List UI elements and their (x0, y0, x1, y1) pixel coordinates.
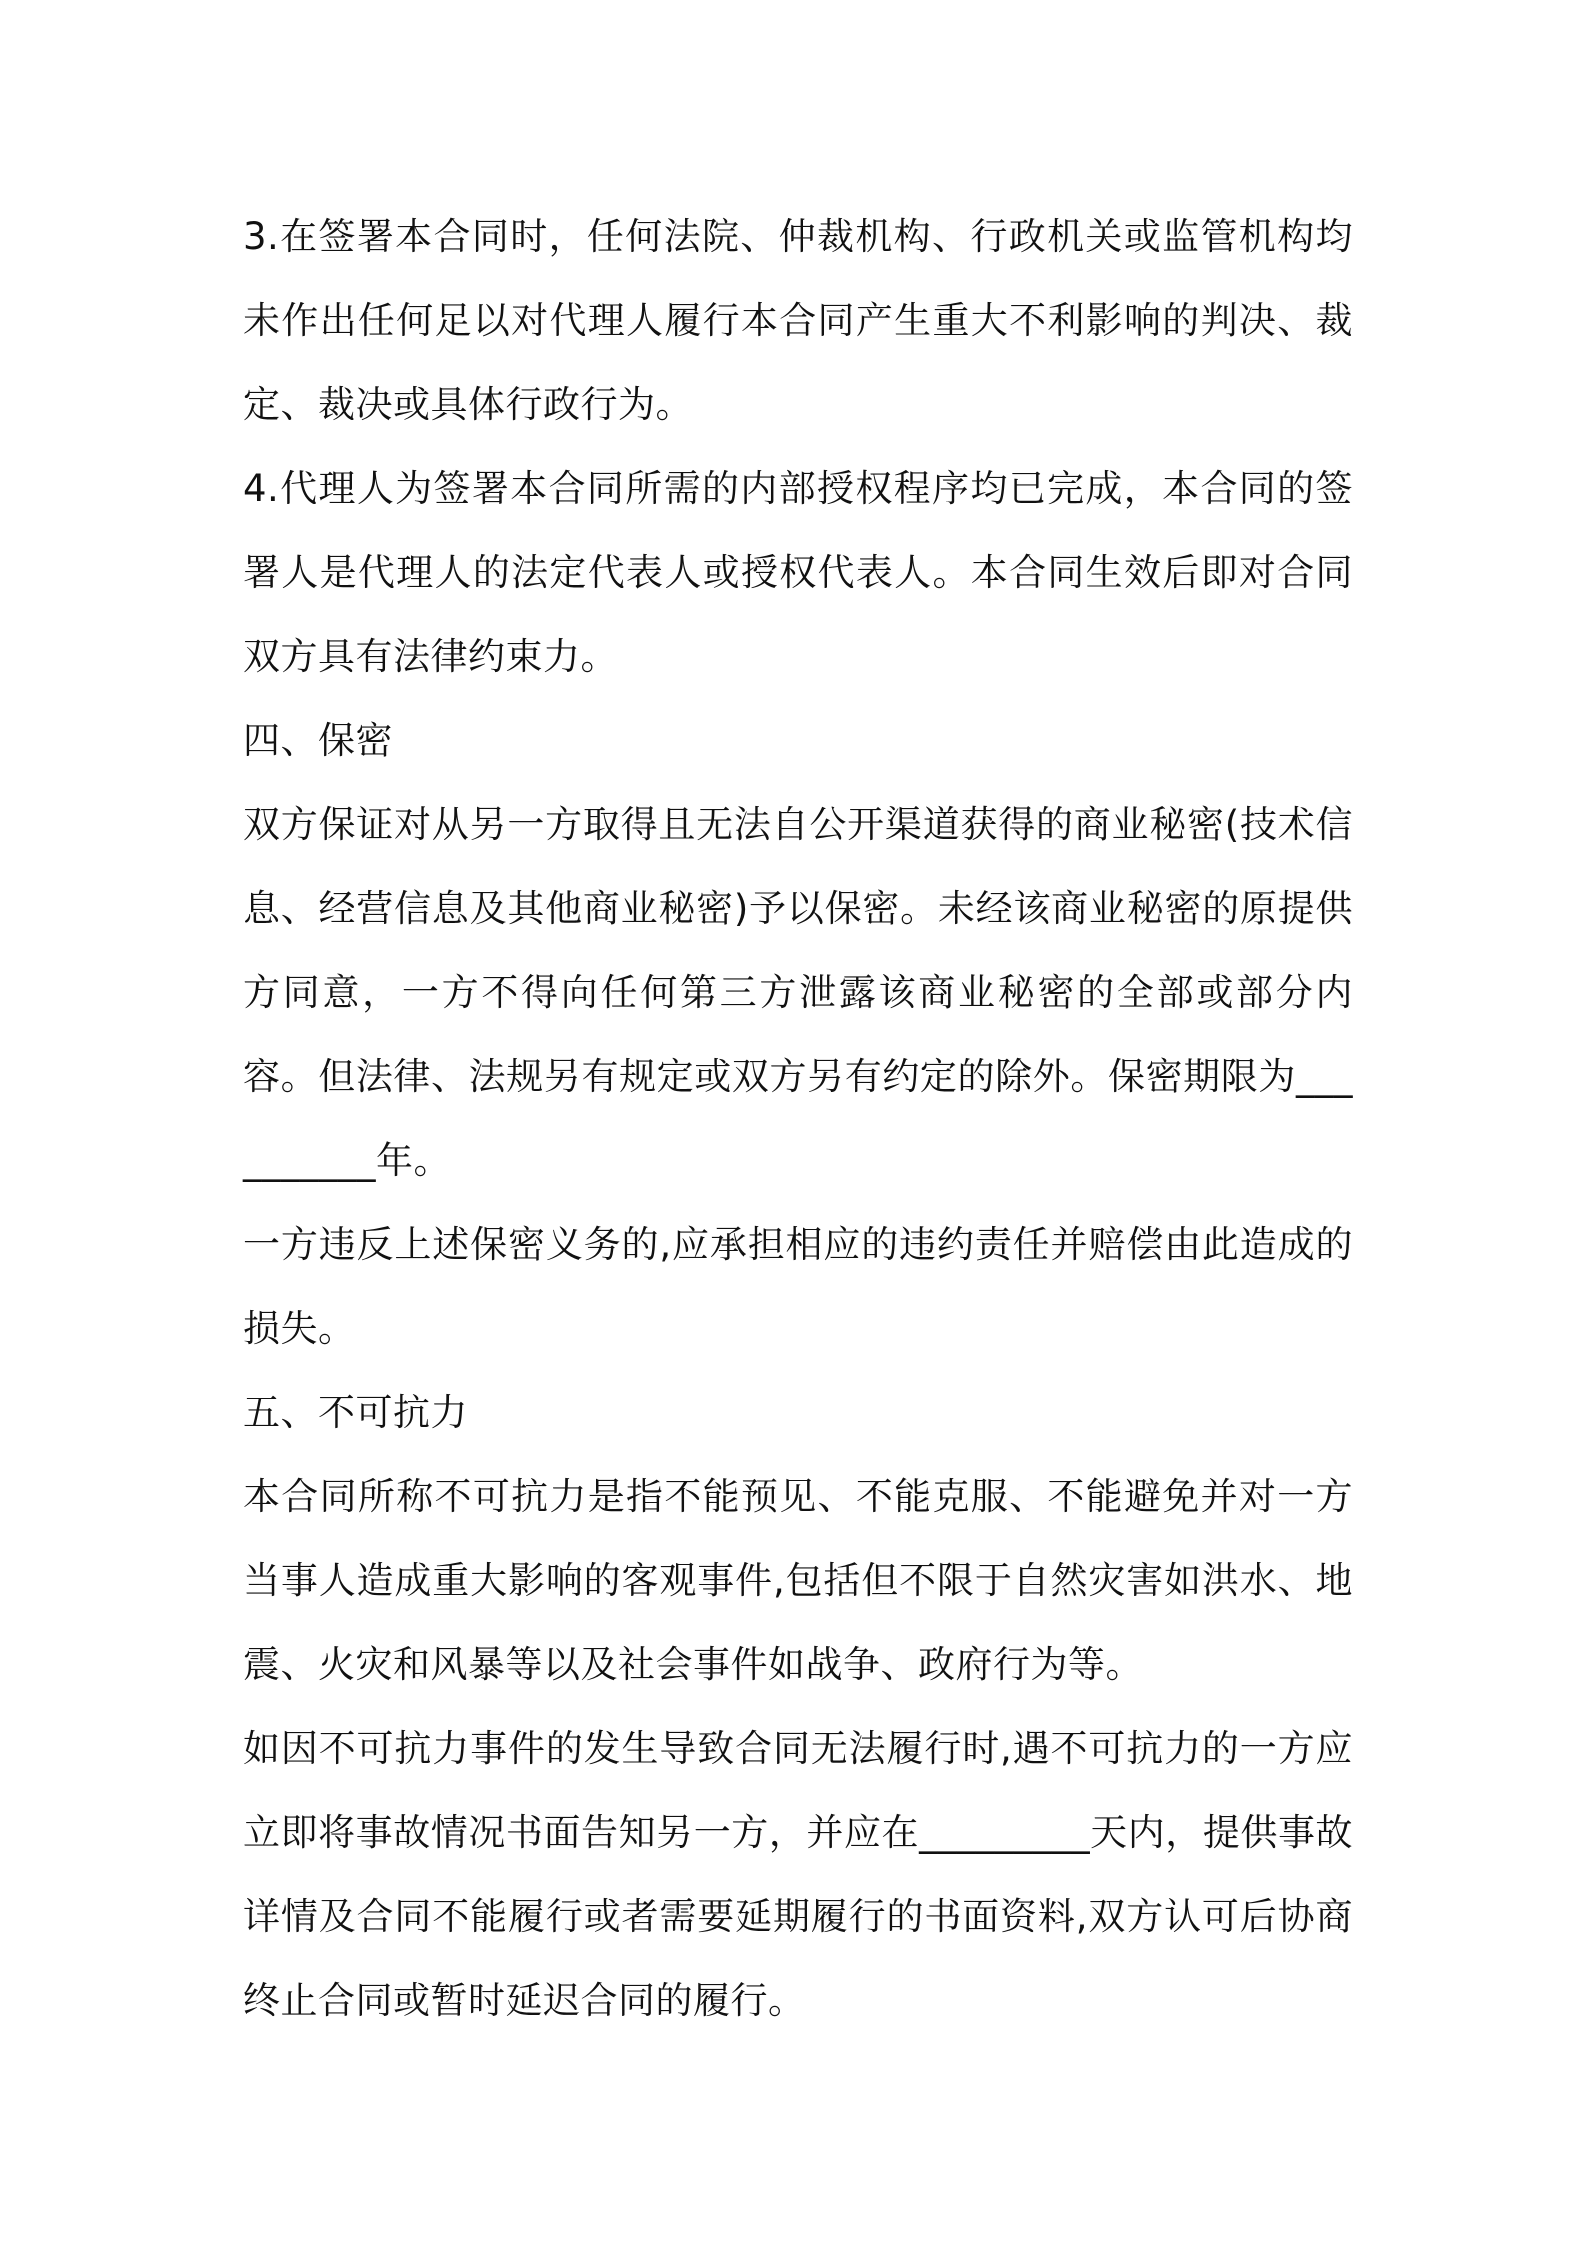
breach-paragraph: 一方违反上述保密义务的,应承担相应的违约责任并赔偿由此造成的损失。 (243, 1223, 1353, 1350)
section-5-heading: 五、不可抗力 (243, 1391, 468, 1434)
clause-3-3-paragraph: 3.在签署本合同时，任何法院、仲裁机构、行政机关或监管机构均未作出任何足以对代理人履行本合同产生重大不利影响的判决、裁定、裁决或具体行政行为。 (243, 215, 1353, 426)
section-4-heading: 四、保密 (243, 719, 393, 762)
document-body (243, 195, 1353, 2043)
confidentiality-paragraph: 双方保证对从另一方取得且无法自公开渠道获得的商业秘密(技术信息、经营信息及其他商业秘密)予以保密。未经该商业秘密的原提供方同意，一方不得向任何第三方泄露该商业秘密的全部或部分内容。但法律、法规另有规定或双方另有约定的除外。保密期限为__________年。 (243, 803, 1353, 1182)
force-majeure-notice-paragraph: 如因不可抗力事件的发生导致合同无法履行时,遇不可抗力的一方应立即将事故情况书面告知另一方，并应在_________天内，提供事故详情及合同不能履行或者需要延期履行的书面资料,双方认可后协商终止合同或暂时延迟合同的履行。 (243, 1727, 1353, 2022)
clause-3-4-paragraph: 4.代理人为签署本合同所需的内部授权程序均已完成，本合同的签署人是代理人的法定代表人或授权代表人。本合同生效后即对合同双方具有法律约束力。 (243, 467, 1353, 678)
force-majeure-definition-paragraph: 本合同所称不可抗力是指不能预见、不能克服、不能避免并对一方当事人造成重大影响的客观事件,包括但不限于自然灾害如洪水、地震、火灾和风暴等以及社会事件如战争、政府行为等。 (243, 1475, 1353, 1686)
